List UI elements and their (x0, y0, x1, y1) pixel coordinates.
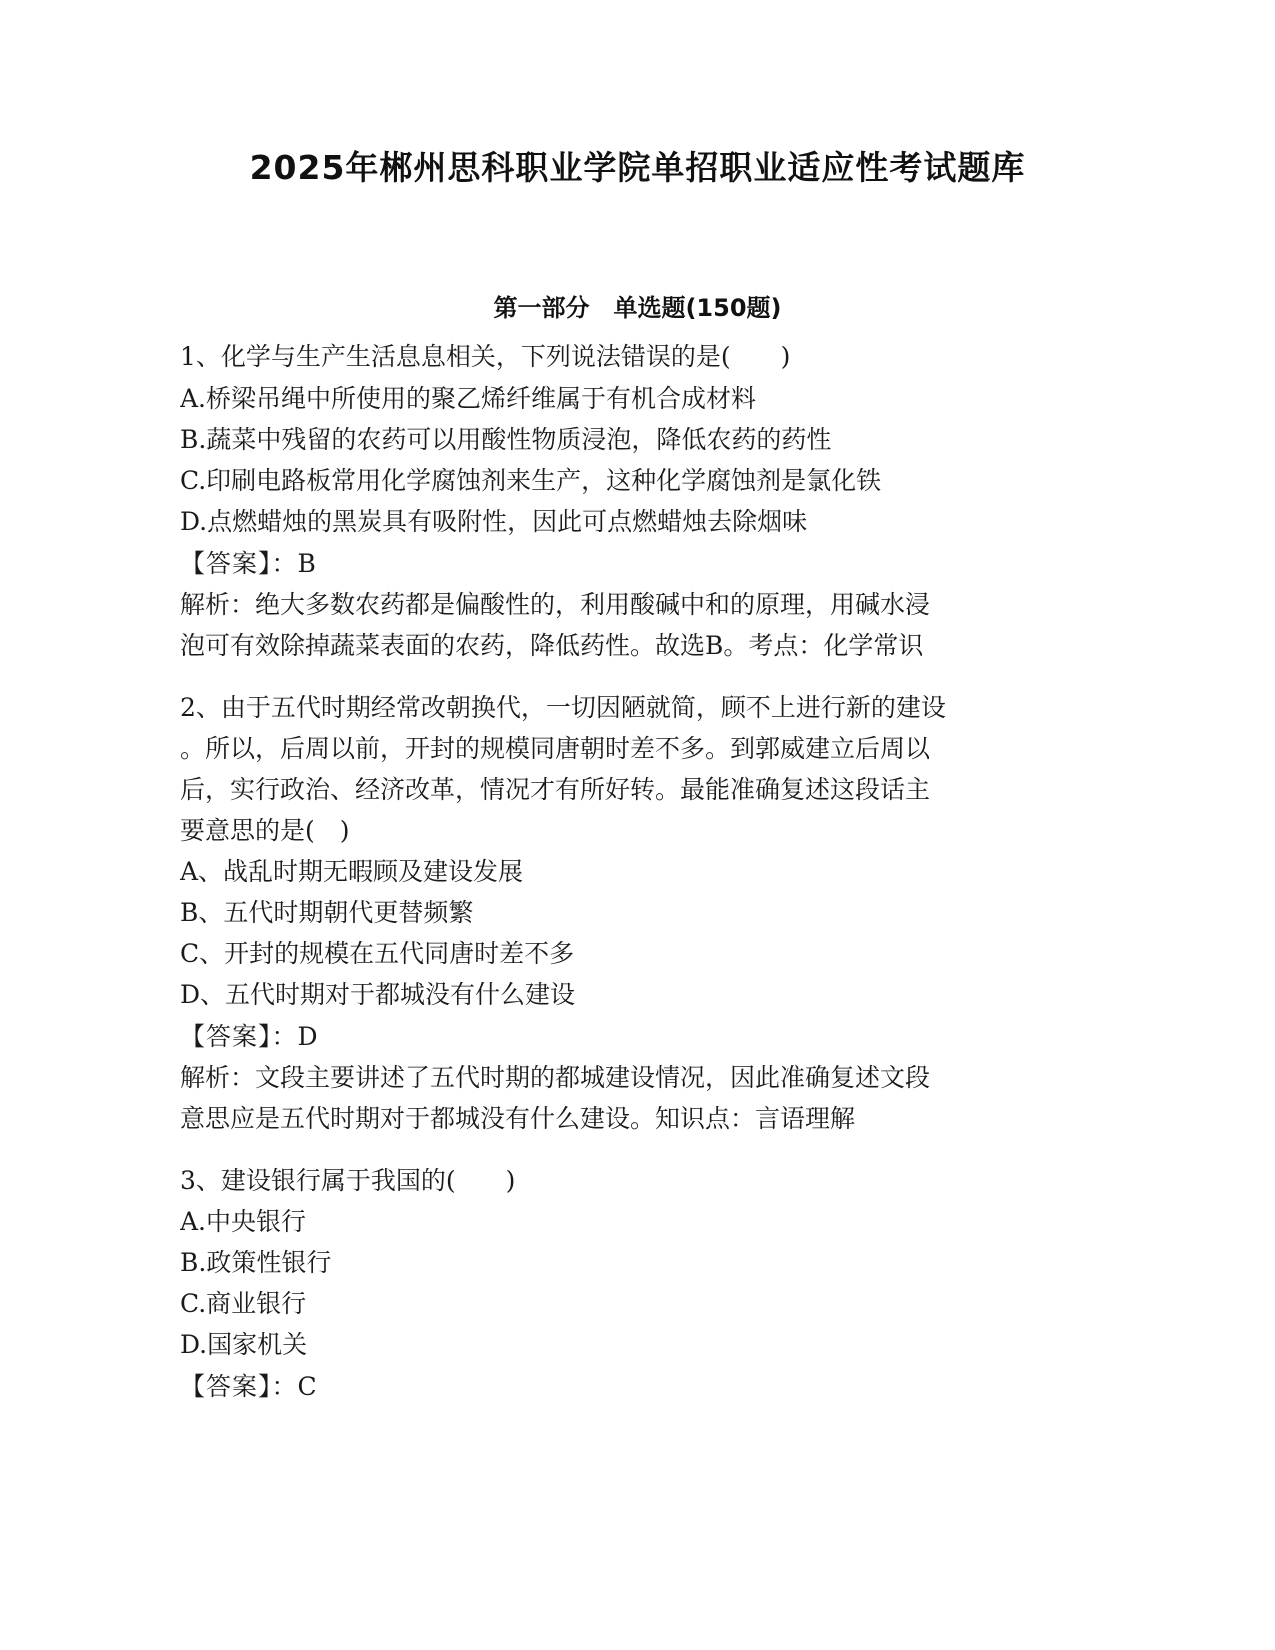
option-b: B、五代时期朝代更替频繁 (180, 898, 474, 927)
option-d: D、五代时期对于都城没有什么建设 (180, 980, 576, 1009)
question-stem: 1、化学与生产生活息息相关，下列说法错误的是( ) (180, 342, 791, 371)
option-a: A、战乱时期无暇顾及建设发展 (180, 857, 524, 886)
question-stem: 。所以，后周以前，开封的规模同唐朝时差不多。到郭威建立后周以 (180, 734, 931, 763)
analysis-line: 解析：文段主要讲述了五代时期的都城建设情况，因此准确复述文段 (180, 1063, 931, 1092)
analysis-line: 意思应是五代时期对于都城没有什么建设。知识点：言语理解 (180, 1104, 856, 1133)
question-stem: 后，实行政治、经济改革，情况才有所好转。最能准确复述这段话主 (180, 775, 931, 804)
question-stem: 2、由于五代时期经常改朝换代，一切因陋就简，顾不上进行新的建设 (180, 693, 946, 722)
analysis-line: 泡可有效除掉蔬菜表面的农药，降低药性。故选B。考点：化学常识 (180, 631, 924, 660)
analysis-line: 解析：绝大多数农药都是偏酸性的，利用酸碱中和的原理，用碱水浸 (180, 590, 931, 619)
option-b: B.政策性银行 (180, 1248, 332, 1277)
answer: 【答案】：C (180, 1372, 318, 1401)
option-c: C.商业银行 (180, 1289, 307, 1318)
option-c: C.印刷电路板常用化学腐蚀剂来生产，这种化学腐蚀剂是氯化铁 (180, 466, 882, 495)
page-title: 2025年郴州思科职业学院单招职业适应性考试题库 (249, 148, 1026, 187)
option-d: D.国家机关 (180, 1330, 308, 1359)
option-a: A.桥梁吊绳中所使用的聚乙烯纤维属于有机合成材料 (180, 384, 757, 413)
question-stem: 3、建设银行属于我国的( ) (180, 1166, 516, 1195)
option-a: A.中央银行 (180, 1207, 307, 1236)
option-b: B.蔬菜中残留的农药可以用酸性物质浸泡，降低农药的药性 (180, 425, 832, 454)
option-d: D.点燃蜡烛的黑炭具有吸附性，因此可点燃蜡烛去除烟味 (180, 507, 808, 536)
answer: 【答案】：D (180, 1022, 319, 1051)
section-heading: 第一部分 单选题(150题) (493, 294, 782, 322)
question-stem: 要意思的是( ) (180, 816, 350, 845)
option-c: C、开封的规模在五代同唐时差不多 (180, 939, 575, 968)
answer: 【答案】：B (180, 549, 317, 578)
